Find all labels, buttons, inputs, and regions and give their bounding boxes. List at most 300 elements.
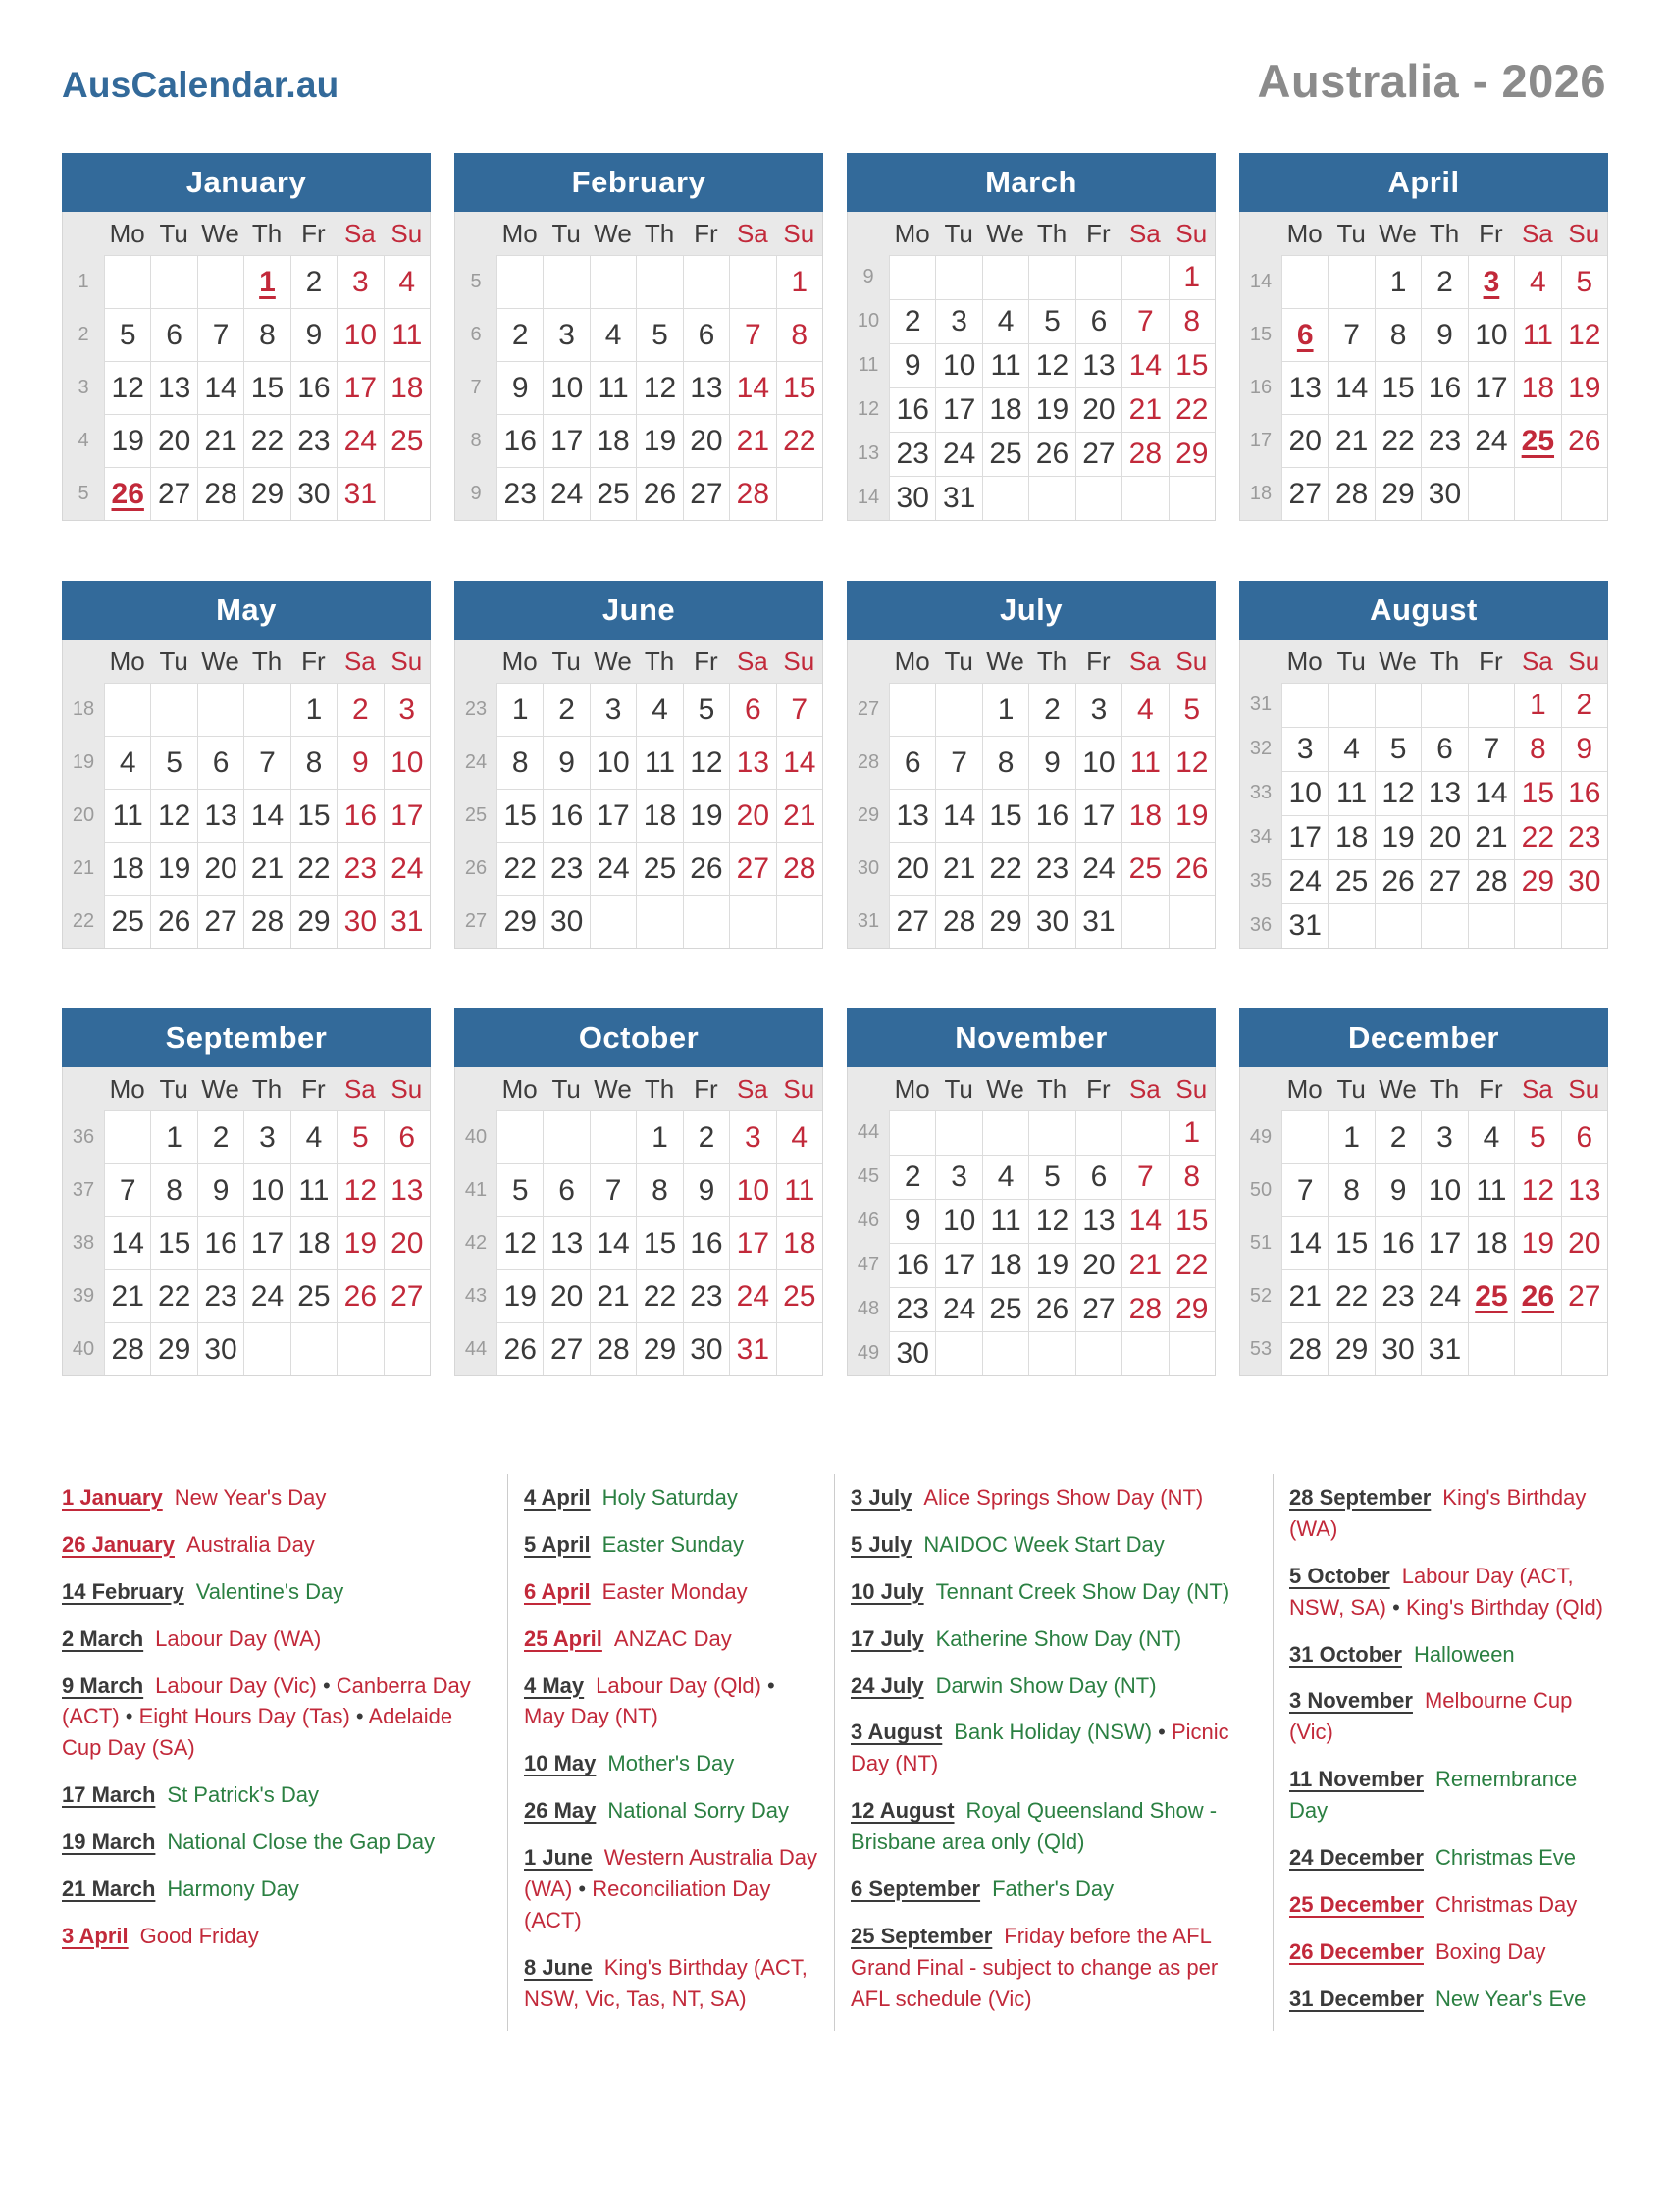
day-cell: 28 bbox=[935, 895, 981, 948]
holiday-date[interactable]: 14 February bbox=[62, 1578, 184, 1604]
day-cell: 9 bbox=[1375, 1163, 1421, 1216]
weekday-header-su: Su bbox=[1175, 218, 1208, 248]
day-cell: 25 bbox=[104, 895, 150, 948]
day-cell: 5 bbox=[337, 1110, 383, 1163]
holiday-date[interactable]: 25 September bbox=[851, 1923, 993, 1948]
week-number: 5 bbox=[470, 270, 482, 292]
day-cell: 29 bbox=[243, 467, 289, 520]
day-cell: 12 bbox=[683, 736, 729, 789]
day-cell: 3 bbox=[729, 1110, 775, 1163]
holiday-date[interactable]: 24 December bbox=[1289, 1845, 1424, 1871]
holiday-day-cell[interactable]: 3 bbox=[1468, 255, 1514, 308]
week-column-corner bbox=[848, 212, 889, 255]
holiday-day-cell[interactable]: 25 bbox=[1468, 1269, 1514, 1322]
day-cell: 29 bbox=[496, 895, 543, 948]
holiday-name: King's Birthday (WA) bbox=[1289, 1485, 1587, 1541]
day-cell: 18 bbox=[590, 414, 636, 467]
week-number: 40 bbox=[464, 1125, 488, 1148]
day-cell: 20 bbox=[384, 1216, 430, 1269]
day-cell: 4 bbox=[776, 1110, 822, 1163]
weekday-header-tu: Tu bbox=[159, 1073, 188, 1104]
week-number: 8 bbox=[470, 429, 482, 451]
day-cell: 27 bbox=[150, 467, 196, 520]
day-cell: 9 bbox=[197, 1163, 243, 1216]
day-cell bbox=[1281, 1110, 1328, 1163]
day-cell: 12 bbox=[1028, 343, 1074, 387]
day-cell: 15 bbox=[1514, 771, 1560, 815]
day-cell bbox=[197, 683, 243, 736]
holiday-date[interactable]: 26 December bbox=[1289, 1938, 1424, 1964]
day-cell bbox=[1169, 476, 1215, 520]
weekday-header-sa: Sa bbox=[1521, 1073, 1553, 1104]
month-grid bbox=[62, 640, 431, 949]
day-cell: 10 bbox=[543, 361, 589, 414]
holiday-entry bbox=[62, 1826, 494, 1858]
day-cell bbox=[590, 895, 636, 948]
weekday-header-fr: Fr bbox=[1479, 645, 1503, 676]
holiday-name: Australia Day bbox=[185, 1531, 315, 1557]
weekday-header-mo: Mo bbox=[109, 218, 145, 248]
bullet-separator: • bbox=[349, 1704, 369, 1729]
holiday-name: Labour Day (ACT, NSW, SA) bbox=[1289, 1563, 1574, 1620]
holiday-entry bbox=[62, 1921, 494, 1952]
day-cell: 10 bbox=[384, 736, 430, 789]
week-number: 48 bbox=[857, 1298, 880, 1319]
day-cell bbox=[104, 1110, 150, 1163]
day-cell bbox=[1375, 903, 1421, 948]
holiday-name: NAIDOC Week Start Day bbox=[923, 1531, 1165, 1557]
day-cell: 9 bbox=[1028, 736, 1074, 789]
week-number: 3 bbox=[78, 376, 89, 398]
day-cell: 4 bbox=[384, 255, 430, 308]
week-number: 51 bbox=[1249, 1231, 1273, 1254]
holiday-date[interactable]: 4 April bbox=[524, 1485, 591, 1510]
day-cell: 13 bbox=[197, 789, 243, 842]
holiday-entry bbox=[62, 1671, 494, 1765]
holiday-column-1 bbox=[62, 1474, 507, 2031]
day-cell: 1 bbox=[290, 683, 337, 736]
day-cell: 11 bbox=[1328, 771, 1374, 815]
day-cell bbox=[729, 255, 775, 308]
weekday-header-tu: Tu bbox=[551, 645, 581, 676]
holiday-date[interactable]: 10 July bbox=[851, 1578, 924, 1604]
day-cell: 11 bbox=[104, 789, 150, 842]
day-cell bbox=[1328, 683, 1374, 727]
weekday-header-su: Su bbox=[1568, 1073, 1600, 1104]
weekday-header-sa: Sa bbox=[1128, 1073, 1161, 1104]
day-cell bbox=[104, 255, 150, 308]
holiday-date[interactable]: 5 July bbox=[851, 1531, 912, 1557]
bullet-separator: • bbox=[316, 1672, 337, 1698]
holiday-entry bbox=[851, 1671, 1259, 1702]
day-cell bbox=[683, 895, 729, 948]
day-cell: 19 bbox=[1028, 1243, 1074, 1287]
day-cell: 27 bbox=[683, 467, 729, 520]
holiday-day-cell[interactable]: 26 bbox=[104, 467, 150, 520]
day-cell: 7 bbox=[1328, 308, 1374, 361]
holiday-day-cell[interactable]: 6 bbox=[1281, 308, 1328, 361]
day-cell: 11 bbox=[384, 308, 430, 361]
day-cell: 29 bbox=[636, 1322, 682, 1375]
week-number: 36 bbox=[1249, 914, 1273, 936]
week-number: 18 bbox=[72, 697, 95, 720]
holiday-name: National Close the Gap Day bbox=[167, 1829, 436, 1855]
day-cell: 25 bbox=[982, 432, 1028, 476]
week-column-corner bbox=[1240, 640, 1281, 683]
day-cell: 13 bbox=[1281, 361, 1328, 414]
holiday-date[interactable]: 21 March bbox=[62, 1877, 156, 1902]
day-cell: 13 bbox=[683, 361, 729, 414]
day-cell: 1 bbox=[776, 255, 822, 308]
week-number: 17 bbox=[1249, 429, 1273, 451]
holiday-date[interactable]: 3 August bbox=[851, 1720, 943, 1745]
weekday-header-su: Su bbox=[783, 1073, 815, 1104]
holiday-entry bbox=[524, 1795, 820, 1826]
weekday-header-su: Su bbox=[391, 645, 423, 676]
day-cell bbox=[935, 1110, 981, 1155]
weekday-header-fr: Fr bbox=[1479, 218, 1503, 248]
weekday-header-th: Th bbox=[251, 645, 283, 676]
day-cell: 22 bbox=[982, 842, 1028, 895]
day-cell: 27 bbox=[1421, 859, 1467, 903]
day-cell bbox=[1028, 1331, 1074, 1375]
weekday-header-th: Th bbox=[1036, 645, 1068, 676]
page-header bbox=[62, 54, 1606, 108]
holiday-date[interactable]: 26 May bbox=[524, 1798, 597, 1824]
day-cell: 28 bbox=[104, 1322, 150, 1375]
day-cell: 13 bbox=[1075, 1199, 1121, 1243]
day-cell: 5 bbox=[1028, 299, 1074, 343]
holiday-date[interactable]: 17 July bbox=[851, 1625, 924, 1651]
day-cell: 7 bbox=[590, 1163, 636, 1216]
holiday-name: Father's Day bbox=[992, 1877, 1115, 1902]
month-grid bbox=[847, 1067, 1216, 1376]
holiday-date[interactable]: 31 December bbox=[1289, 1985, 1424, 2011]
day-cell: 29 bbox=[1328, 1322, 1374, 1375]
day-cell: 1 bbox=[1328, 1110, 1374, 1163]
holiday-name: Western Australia Day (WA) bbox=[524, 1845, 817, 1902]
day-cell: 17 bbox=[1468, 361, 1514, 414]
holiday-day-cell[interactable]: 1 bbox=[243, 255, 289, 308]
holiday-date[interactable]: 3 April bbox=[62, 1923, 129, 1948]
month-grid bbox=[847, 212, 1216, 521]
day-cell: 21 bbox=[1121, 387, 1168, 432]
week-number: 14 bbox=[1249, 270, 1273, 292]
day-cell: 1 bbox=[1375, 255, 1421, 308]
holiday-name: New Year's Eve bbox=[1434, 1985, 1587, 2011]
weekday-header-mo: Mo bbox=[894, 1073, 930, 1104]
day-cell: 6 bbox=[889, 736, 935, 789]
day-cell: 26 bbox=[636, 467, 682, 520]
holiday-name: Canberra Day (ACT) bbox=[62, 1672, 471, 1729]
day-cell: 26 bbox=[1375, 859, 1421, 903]
holiday-name: Alice Springs Show Day (NT) bbox=[923, 1485, 1204, 1510]
day-cell: 19 bbox=[337, 1216, 383, 1269]
weekday-header-su: Su bbox=[1568, 218, 1600, 248]
day-cell: 18 bbox=[290, 1216, 337, 1269]
week-number: 23 bbox=[464, 697, 488, 720]
day-cell: 16 bbox=[683, 1216, 729, 1269]
day-cell: 5 bbox=[683, 683, 729, 736]
day-cell: 17 bbox=[384, 789, 430, 842]
day-cell: 16 bbox=[290, 361, 337, 414]
day-cell: 1 bbox=[1169, 255, 1215, 299]
day-cell: 25 bbox=[1328, 859, 1374, 903]
day-cell: 23 bbox=[1561, 815, 1607, 859]
holiday-entry bbox=[1289, 1482, 1615, 1545]
holiday-day-cell[interactable]: 25 bbox=[1514, 414, 1560, 467]
day-cell bbox=[1328, 255, 1374, 308]
holiday-name: Eight Hours Day (Tas) bbox=[138, 1704, 350, 1729]
day-cell: 15 bbox=[982, 789, 1028, 842]
day-cell bbox=[1028, 476, 1074, 520]
day-cell: 7 bbox=[1468, 727, 1514, 771]
holiday-date[interactable]: 19 March bbox=[62, 1829, 156, 1855]
weekday-header-sa: Sa bbox=[343, 645, 376, 676]
week-number: 9 bbox=[862, 266, 874, 287]
day-cell: 3 bbox=[935, 1155, 981, 1199]
holiday-entry bbox=[1289, 1889, 1615, 1921]
day-cell: 24 bbox=[337, 414, 383, 467]
weekday-header-fr: Fr bbox=[1086, 218, 1111, 248]
site-logo[interactable]: AusCalendar.au bbox=[62, 65, 339, 105]
day-cell: 24 bbox=[543, 467, 589, 520]
holiday-name: Christmas Eve bbox=[1434, 1845, 1577, 1871]
day-cell bbox=[1561, 1322, 1607, 1375]
bullet-separator: • bbox=[1152, 1720, 1172, 1745]
day-cell: 14 bbox=[1121, 343, 1168, 387]
holiday-date[interactable]: 1 January bbox=[62, 1485, 163, 1510]
day-cell: 5 bbox=[1514, 1110, 1560, 1163]
week-column-corner bbox=[63, 640, 104, 683]
day-cell: 5 bbox=[636, 308, 682, 361]
day-cell: 2 bbox=[1561, 683, 1607, 727]
weekday-header-sa: Sa bbox=[1521, 645, 1553, 676]
holiday-date[interactable]: 31 October bbox=[1289, 1641, 1402, 1667]
holiday-day-cell[interactable]: 26 bbox=[1514, 1269, 1560, 1322]
day-cell: 2 bbox=[889, 299, 935, 343]
holiday-name: Labour Day (WA) bbox=[155, 1625, 322, 1651]
day-cell: 23 bbox=[543, 842, 589, 895]
day-cell: 25 bbox=[776, 1269, 822, 1322]
day-cell: 6 bbox=[384, 1110, 430, 1163]
day-cell: 12 bbox=[337, 1163, 383, 1216]
day-cell: 9 bbox=[496, 361, 543, 414]
week-number: 46 bbox=[857, 1209, 880, 1231]
day-cell: 20 bbox=[543, 1269, 589, 1322]
month-grid bbox=[454, 212, 823, 521]
day-cell: 23 bbox=[1421, 414, 1467, 467]
holiday-name: St Patrick's Day bbox=[167, 1782, 319, 1808]
day-cell: 5 bbox=[1169, 683, 1215, 736]
day-cell bbox=[150, 255, 196, 308]
day-cell: 4 bbox=[590, 308, 636, 361]
day-cell: 14 bbox=[729, 361, 775, 414]
holiday-date[interactable]: 25 April bbox=[524, 1625, 602, 1651]
day-cell: 18 bbox=[384, 361, 430, 414]
day-cell bbox=[889, 255, 935, 299]
day-cell: 9 bbox=[290, 308, 337, 361]
day-cell: 28 bbox=[776, 842, 822, 895]
weekday-header-mo: Mo bbox=[1286, 1073, 1323, 1104]
day-cell: 30 bbox=[337, 895, 383, 948]
day-cell: 9 bbox=[1561, 727, 1607, 771]
week-number: 10 bbox=[857, 310, 880, 332]
holiday-name: Remembrance Day bbox=[1289, 1767, 1578, 1824]
day-cell bbox=[776, 895, 822, 948]
day-cell: 13 bbox=[729, 736, 775, 789]
day-cell: 4 bbox=[1468, 1110, 1514, 1163]
day-cell: 8 bbox=[290, 736, 337, 789]
day-cell: 10 bbox=[1468, 308, 1514, 361]
day-cell: 29 bbox=[1514, 859, 1560, 903]
day-cell: 11 bbox=[636, 736, 682, 789]
day-cell: 2 bbox=[197, 1110, 243, 1163]
weekday-header-mo: Mo bbox=[109, 1073, 145, 1104]
day-cell: 10 bbox=[729, 1163, 775, 1216]
day-cell: 14 bbox=[776, 736, 822, 789]
day-cell: 2 bbox=[290, 255, 337, 308]
weekday-header-su: Su bbox=[783, 645, 815, 676]
holiday-entry bbox=[524, 1576, 820, 1608]
week-number: 22 bbox=[72, 909, 95, 932]
holiday-date[interactable]: 1 June bbox=[524, 1845, 593, 1871]
day-cell bbox=[290, 1322, 337, 1375]
day-cell: 6 bbox=[683, 308, 729, 361]
day-cell: 12 bbox=[1028, 1199, 1074, 1243]
day-cell: 15 bbox=[1328, 1216, 1374, 1269]
day-cell: 5 bbox=[150, 736, 196, 789]
holiday-date[interactable]: 26 January bbox=[62, 1531, 175, 1557]
day-cell: 1 bbox=[1169, 1110, 1215, 1155]
week-number: 42 bbox=[464, 1231, 488, 1254]
day-cell: 24 bbox=[935, 1287, 981, 1331]
day-cell: 14 bbox=[243, 789, 289, 842]
weekday-header-mo: Mo bbox=[501, 218, 538, 248]
day-cell: 12 bbox=[1169, 736, 1215, 789]
day-cell bbox=[1281, 255, 1328, 308]
holiday-date[interactable]: 11 November bbox=[1289, 1767, 1424, 1792]
holiday-entry bbox=[62, 1874, 494, 1905]
holiday-date[interactable]: 6 September bbox=[851, 1877, 981, 1902]
day-cell: 22 bbox=[1514, 815, 1560, 859]
day-cell: 7 bbox=[243, 736, 289, 789]
day-cell: 6 bbox=[1075, 299, 1121, 343]
week-number: 36 bbox=[72, 1125, 95, 1148]
holiday-date[interactable]: 4 May bbox=[524, 1672, 585, 1698]
holiday-date[interactable]: 25 December bbox=[1289, 1891, 1424, 1917]
holiday-date[interactable]: 3 November bbox=[1289, 1688, 1413, 1714]
day-cell: 30 bbox=[543, 895, 589, 948]
day-cell: 15 bbox=[776, 361, 822, 414]
week-column-corner bbox=[455, 1067, 496, 1110]
day-cell: 2 bbox=[543, 683, 589, 736]
day-cell: 10 bbox=[935, 343, 981, 387]
day-cell: 25 bbox=[1121, 842, 1168, 895]
day-cell: 30 bbox=[683, 1322, 729, 1375]
day-cell: 22 bbox=[496, 842, 543, 895]
month-grid bbox=[847, 640, 1216, 949]
holiday-name: Royal Queensland Show - Brisbane area only (Qld) bbox=[851, 1798, 1218, 1855]
day-cell: 17 bbox=[337, 361, 383, 414]
month-june bbox=[454, 581, 823, 949]
day-cell: 3 bbox=[1075, 683, 1121, 736]
holiday-date[interactable]: 12 August bbox=[851, 1798, 955, 1824]
holiday-date[interactable]: 17 March bbox=[62, 1782, 156, 1808]
holiday-date[interactable]: 8 June bbox=[524, 1954, 593, 1980]
week-number: 30 bbox=[857, 856, 880, 879]
day-cell: 2 bbox=[889, 1155, 935, 1199]
day-cell: 20 bbox=[197, 842, 243, 895]
weekday-header-th: Th bbox=[251, 218, 283, 248]
day-cell bbox=[243, 1322, 289, 1375]
holiday-name: Picnic Day (NT) bbox=[851, 1720, 1229, 1776]
day-cell: 4 bbox=[1328, 727, 1374, 771]
week-number: 32 bbox=[1249, 738, 1273, 759]
day-cell: 5 bbox=[104, 308, 150, 361]
day-cell: 4 bbox=[982, 299, 1028, 343]
holiday-name: Halloween bbox=[1413, 1641, 1515, 1667]
weekday-header-we: We bbox=[594, 1073, 632, 1104]
holiday-date[interactable]: 3 July bbox=[851, 1485, 912, 1510]
day-cell: 31 bbox=[1421, 1322, 1467, 1375]
holiday-date[interactable]: 6 April bbox=[524, 1578, 591, 1604]
day-cell bbox=[1421, 903, 1467, 948]
weekday-header-sa: Sa bbox=[343, 1073, 376, 1104]
holiday-date[interactable]: 24 July bbox=[851, 1672, 924, 1698]
day-cell: 19 bbox=[1375, 815, 1421, 859]
day-cell: 23 bbox=[337, 842, 383, 895]
weekday-header-tu: Tu bbox=[551, 1073, 581, 1104]
day-cell bbox=[1561, 903, 1607, 948]
holiday-date[interactable]: 5 October bbox=[1289, 1563, 1390, 1588]
day-cell: 26 bbox=[683, 842, 729, 895]
day-cell: 18 bbox=[776, 1216, 822, 1269]
day-cell: 27 bbox=[1075, 432, 1121, 476]
week-number: 53 bbox=[1249, 1337, 1273, 1360]
day-cell: 4 bbox=[1514, 255, 1560, 308]
day-cell: 15 bbox=[290, 789, 337, 842]
holiday-date[interactable]: 9 March bbox=[62, 1672, 144, 1698]
holiday-entry bbox=[851, 1623, 1259, 1655]
holiday-entry bbox=[524, 1529, 820, 1561]
week-number: 44 bbox=[464, 1337, 488, 1360]
holiday-name: Harmony Day bbox=[167, 1877, 299, 1902]
month-title: July bbox=[847, 581, 1216, 640]
holiday-entry bbox=[62, 1482, 494, 1514]
day-cell: 17 bbox=[543, 414, 589, 467]
holiday-entry bbox=[851, 1795, 1259, 1858]
holiday-date[interactable]: 10 May bbox=[524, 1751, 597, 1776]
weekday-header-tu: Tu bbox=[1336, 218, 1366, 248]
week-number: 18 bbox=[1249, 482, 1273, 504]
month-january bbox=[62, 153, 431, 521]
day-cell: 13 bbox=[1421, 771, 1467, 815]
holiday-date[interactable]: 28 September bbox=[1289, 1485, 1432, 1510]
weekday-header-su: Su bbox=[391, 1073, 423, 1104]
day-cell bbox=[1075, 255, 1121, 299]
holiday-date[interactable]: 2 March bbox=[62, 1625, 144, 1651]
holiday-date[interactable]: 5 April bbox=[524, 1531, 591, 1557]
week-number: 34 bbox=[1249, 826, 1273, 848]
week-number: 52 bbox=[1249, 1284, 1273, 1307]
weekday-header-th: Th bbox=[644, 218, 675, 248]
holiday-entry bbox=[524, 1623, 820, 1655]
month-october bbox=[454, 1008, 823, 1376]
weekday-header-sa: Sa bbox=[1521, 218, 1553, 248]
day-cell: 28 bbox=[1468, 859, 1514, 903]
day-cell: 30 bbox=[1375, 1322, 1421, 1375]
